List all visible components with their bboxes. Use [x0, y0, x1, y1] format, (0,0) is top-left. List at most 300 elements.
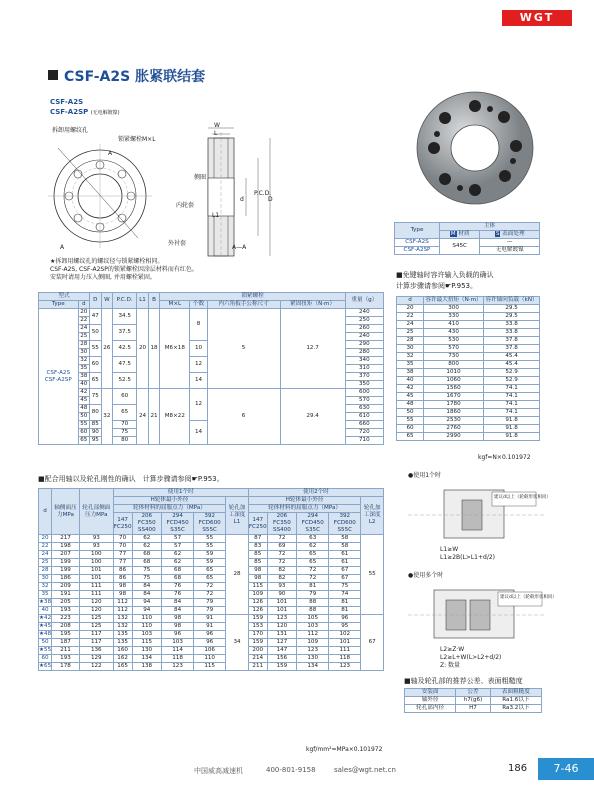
pressure-h1: 55	[194, 543, 226, 551]
load-axial: 74.1	[484, 393, 540, 401]
pressure-h2: 130	[297, 655, 329, 663]
pressure-h2: 105	[297, 615, 329, 623]
tol-r2-tolerance: H7	[456, 705, 491, 713]
pressure-h2: 95	[329, 623, 361, 631]
main-th-d: d	[78, 301, 90, 309]
pressure-h2: 65	[297, 551, 329, 559]
product-photo	[412, 84, 538, 208]
load-axial: 91.8	[484, 417, 540, 425]
main-d: 60	[78, 429, 90, 437]
load-th-torque: 容许最大扭矩（N·m）	[425, 297, 482, 303]
main-weight: 340	[345, 357, 383, 365]
pressure-h2: 58	[329, 535, 361, 543]
pressure-h2: 131	[267, 631, 297, 639]
pressure-d: ★55	[39, 647, 52, 653]
load-axial: 52.9	[484, 369, 540, 377]
main-weight: 660	[345, 421, 383, 429]
pressure-shaft: 195	[52, 631, 80, 639]
pressure-h1: 91	[194, 623, 226, 631]
pressure-depth-l1: 34	[226, 615, 249, 671]
load-axial: 74.1	[484, 401, 540, 409]
load-torque: 730	[424, 353, 484, 361]
pressure-hub: 129	[79, 655, 113, 663]
load-torque: 1860	[424, 409, 484, 417]
pressure-h1: 106	[194, 647, 226, 655]
load-d: 20	[397, 305, 424, 313]
pressure-shaft: 198	[52, 543, 80, 551]
main-D: 80	[90, 405, 102, 421]
title-square-icon	[48, 70, 58, 80]
load-section-subtitle	[396, 281, 477, 291]
model-csf-a2sp	[50, 108, 120, 116]
label-side: 侧圈	[194, 174, 207, 181]
pressure-h1: 76	[162, 583, 194, 591]
load-row	[397, 313, 540, 321]
pressure-h1: 114	[162, 647, 194, 655]
usage-one-note-2: L1≥2B(L>L1+d/2)	[440, 554, 496, 561]
pressure-th-206-2	[267, 513, 297, 535]
pressure-row	[39, 543, 384, 551]
material-badge-m: M	[450, 231, 456, 237]
usage-one-suggest: 建议d以上（轮毂形状相同）	[494, 495, 551, 500]
main-D: 65	[90, 373, 102, 389]
main-torque: 29.4	[280, 389, 345, 445]
pressure-hub: 122	[79, 663, 113, 671]
pressure-depth-2-l2: L2	[368, 519, 376, 525]
pressure-h1: 98	[113, 583, 132, 591]
pressure-h1: 130	[132, 647, 162, 655]
pressure-section-title	[38, 474, 224, 484]
pressure-h1: 94	[132, 607, 162, 615]
pressure-h1: 55	[194, 535, 226, 543]
pressure-row	[39, 535, 384, 543]
load-row	[397, 425, 540, 433]
main-count: 10	[190, 341, 207, 357]
label-outer: 外衬套	[168, 240, 187, 247]
main-weight: 290	[345, 341, 383, 349]
pressure-th-shaft: 轴侧面压力MPa	[52, 489, 80, 535]
pressure-h1: 57	[162, 535, 194, 543]
pressure-h1: 77	[113, 551, 132, 559]
pressure-th-depth-1	[226, 497, 249, 535]
pressure-h1: 76	[162, 591, 194, 599]
pressure-d: 60	[39, 655, 52, 663]
main-weight: 350	[345, 381, 383, 389]
usage-many-note-3: Z: 数量	[440, 662, 461, 669]
pressure-row	[39, 591, 384, 599]
main-D: 50	[90, 325, 102, 341]
pressure-h2: 156	[267, 655, 297, 663]
label-l1: L1	[212, 212, 220, 219]
front-view	[48, 144, 152, 248]
main-weight: 310	[345, 365, 383, 373]
pressure-d: 32	[39, 583, 52, 591]
material-th-s	[480, 231, 540, 239]
pressure-table	[38, 488, 384, 671]
pressure-hub: 93	[79, 543, 113, 551]
load-body	[397, 305, 540, 441]
load-axial: 45.4	[484, 353, 540, 361]
pressure-th-yield-2: 轮体材料的屈服点力（MPa）	[248, 505, 361, 513]
pressure-h1: 84	[132, 591, 162, 599]
pressure-th-hmin-2: H轮体最小外径	[248, 497, 361, 505]
main-th-l1: L1	[137, 293, 149, 309]
pressure-th-d: d	[39, 489, 52, 535]
usage-many-note-2: L2≥L+W(L>L2+d/2)	[440, 654, 502, 661]
pressure-d: 50	[39, 639, 52, 647]
pressure-th-147-1	[113, 513, 132, 535]
load-torque: 2530	[424, 417, 484, 425]
pressure-h1: 96	[194, 631, 226, 639]
load-axial: 37.8	[484, 337, 540, 345]
main-weight: 720	[345, 429, 383, 437]
pressure-d: 22	[39, 543, 52, 551]
pressure-hub: 117	[79, 639, 113, 647]
model-csf-a2sp-note: (无电解镀镍)	[90, 110, 120, 116]
pressure-h2: 62	[297, 543, 329, 551]
material-surface-1: —	[480, 239, 540, 247]
pressure-h2: 153	[248, 623, 267, 631]
pressure-h2: 61	[329, 551, 361, 559]
load-axial: 45.4	[484, 361, 540, 369]
main-pcd: 52.5	[113, 373, 137, 389]
pressure-h2: 72	[267, 535, 297, 543]
label-d: d	[240, 196, 244, 203]
pressure-h2: 103	[297, 623, 329, 631]
main-count: 8	[190, 309, 207, 341]
label-pcd: P.C.D.	[254, 190, 272, 197]
y294-2: 294	[307, 513, 319, 519]
pressure-depth-1-text: 轮孔加工深度	[228, 505, 246, 518]
label-inner: 内轮套	[176, 202, 195, 209]
main-D: 95	[90, 437, 102, 445]
main-d: 35	[78, 365, 90, 373]
main-W: 32	[101, 389, 113, 445]
pressure-h2: 85	[248, 559, 267, 567]
fc350-2: FC350 SS400	[273, 520, 291, 533]
pressure-h2: 101	[267, 607, 297, 615]
load-torque: 1060	[424, 377, 484, 385]
pressure-h1: 75	[132, 567, 162, 575]
load-d: 48	[397, 401, 424, 409]
pressure-hub: 93	[79, 535, 113, 543]
diagram-note-1: ★拆卸用螺纹孔的螺纹径与锁紧螺栓相同。	[50, 258, 164, 265]
load-d: 38	[397, 369, 424, 377]
pressure-h2: 109	[297, 639, 329, 647]
pressure-h1: 160	[113, 647, 132, 655]
pressure-h1: 70	[113, 543, 132, 551]
pressure-hub: 101	[79, 567, 113, 575]
pressure-h2: 93	[267, 583, 297, 591]
main-th-bolt: 锁紧螺栓	[160, 293, 345, 301]
main-d: 38	[78, 373, 90, 381]
main-D: 90	[90, 429, 102, 437]
load-ref: ☛P.953。	[445, 282, 477, 290]
y147-2: 147	[252, 516, 264, 523]
pressure-h2: 69	[267, 543, 297, 551]
load-axial: 91.8	[484, 425, 540, 433]
pressure-depth-2-text: 轮孔加工深度	[363, 505, 381, 518]
tol-th-surface: 安装面	[405, 689, 456, 697]
main-ml: M8×22	[160, 389, 190, 445]
pressure-h1: 135	[113, 631, 132, 639]
pressure-h1: 57	[162, 543, 194, 551]
main-d: 40	[78, 381, 90, 389]
pressure-shaft: 187	[52, 639, 80, 647]
label-screw: 锁紧螺栓M×L	[118, 136, 156, 143]
load-row	[397, 353, 540, 361]
main-th-D: D	[90, 293, 102, 309]
pressure-hub: 111	[79, 583, 113, 591]
y147-1: 147	[117, 516, 128, 523]
main-th-b: B	[148, 293, 160, 309]
pressure-row	[39, 631, 384, 639]
tolerance-title: ■轴及轮孔部的推荐公差、表面粗糙度	[404, 677, 523, 685]
main-d: 20	[78, 309, 90, 317]
load-row	[397, 393, 540, 401]
tol-r1-surface: 轴外径	[405, 697, 456, 705]
page-title	[48, 66, 205, 86]
pressure-hub: 120	[79, 607, 113, 615]
main-th-W: W	[101, 293, 113, 309]
load-row	[397, 417, 540, 425]
main-count: 12	[190, 389, 207, 421]
load-torque: 1670	[424, 393, 484, 401]
load-torque: 800	[424, 361, 484, 369]
load-th-axial: 容许轴向负载（kN）	[485, 297, 538, 303]
pressure-h1: 115	[132, 639, 162, 647]
main-count: 14	[190, 421, 207, 445]
label-a-bottom: A	[60, 244, 65, 251]
pressure-shaft: 199	[52, 559, 80, 567]
main-count: 12	[190, 357, 207, 373]
pressure-h2: 101	[267, 599, 297, 607]
usage-one-diagram	[404, 482, 550, 542]
pressure-h1: 79	[194, 599, 226, 607]
load-d: 50	[397, 409, 424, 417]
main-pcd: 65	[113, 405, 137, 421]
load-row	[397, 385, 540, 393]
pressure-th-206-1	[132, 513, 162, 535]
material-type-2: CSF-A2SP	[395, 247, 440, 255]
pressure-h2: 87	[248, 535, 267, 543]
load-axial: 29.5	[484, 305, 540, 313]
pressure-h2: 170	[248, 631, 267, 639]
label-aa: A—A	[232, 244, 247, 251]
pressure-h2: 58	[329, 543, 361, 551]
usage-one-note-1: L1≥W	[440, 546, 459, 553]
main-weight: 610	[345, 413, 383, 421]
pressure-h2: 74	[329, 591, 361, 599]
load-axial: 91.8	[484, 433, 540, 441]
footer-company: 中国威高减速机	[194, 767, 243, 775]
load-axial: 37.8	[484, 345, 540, 353]
tol-r1-roughness: Ra1.6以下	[490, 697, 541, 705]
material-th-main: 主体	[440, 223, 540, 231]
load-torque: 330	[424, 313, 484, 321]
pressure-d: ★38	[39, 599, 52, 605]
main-d: 22	[78, 317, 90, 325]
pressure-subtitle-text: 计算步骤请参阅	[142, 475, 192, 483]
pressure-h2: 81	[297, 583, 329, 591]
y206-1: 206	[141, 513, 153, 519]
main-pcd: 70	[113, 421, 137, 429]
pressure-depth-1-l1: L1	[233, 519, 241, 525]
main-d: 50	[78, 413, 90, 421]
pressure-h1: 98	[162, 623, 194, 631]
pressure-h2: 214	[248, 655, 267, 663]
main-th-pcd: P.C.D.	[113, 293, 137, 309]
pressure-h2: 101	[329, 639, 361, 647]
pressure-row	[39, 599, 384, 607]
tol-r2-surface: 轮孔部内径	[405, 705, 456, 713]
load-table	[396, 296, 540, 441]
pressure-h1: 118	[162, 655, 194, 663]
pressure-h2: 109	[248, 591, 267, 599]
pressure-h2: 127	[267, 639, 297, 647]
pressure-h1: 103	[132, 631, 162, 639]
pressure-d: 20	[39, 535, 52, 543]
load-d: 55	[397, 417, 424, 425]
pressure-h2: 118	[329, 655, 361, 663]
pressure-shaft: 208	[52, 623, 80, 631]
label-a-top: A	[108, 150, 113, 157]
load-axial: 52.9	[484, 377, 540, 385]
pressure-h1: 68	[162, 575, 194, 583]
pressure-h2: 123	[267, 615, 297, 623]
main-weight: 600	[345, 389, 383, 397]
pressure-h2: 85	[248, 551, 267, 559]
fcd600-2: FCD600 S55C	[333, 520, 356, 533]
pressure-h1: 162	[113, 655, 132, 663]
pressure-h2: 72	[297, 567, 329, 575]
pressure-h2: 90	[267, 591, 297, 599]
main-d: 30	[78, 349, 90, 357]
load-d: 60	[397, 425, 424, 433]
main-type-label-1: CSF-A2S	[46, 369, 71, 376]
pressure-d: ★65	[39, 663, 52, 669]
pressure-th-392-1	[194, 513, 226, 535]
load-section-title: ■免键轴时容许输入负载的确认	[396, 271, 494, 279]
pressure-row	[39, 623, 384, 631]
material-type-1: CSF-A2S	[395, 239, 440, 247]
main-th-hex: 内六角扳手公称尺寸	[207, 301, 280, 309]
pressure-d: ★45	[39, 623, 52, 629]
pressure-shaft: 223	[52, 615, 80, 623]
pressure-h2: 126	[248, 599, 267, 607]
load-footnote: kgf=N×0.101972	[478, 454, 531, 461]
pressure-row	[39, 551, 384, 559]
footer-section: 7-46	[538, 758, 594, 780]
pressure-shaft: 205	[52, 599, 80, 607]
pressure-d: 35	[39, 591, 52, 599]
coupling-diagram	[38, 118, 308, 258]
load-axial: 74.1	[484, 385, 540, 393]
main-d: 24	[78, 325, 90, 333]
pressure-row	[39, 583, 384, 591]
pressure-h2: 126	[248, 607, 267, 615]
pressure-shaft: 186	[52, 575, 80, 583]
material-table	[394, 222, 540, 255]
load-torque: 1010	[424, 369, 484, 377]
pressure-h2: 67	[329, 567, 361, 575]
main-pcd: 37.5	[113, 325, 137, 341]
pressure-h1: 84	[132, 583, 162, 591]
page-title-text: CSF-A2S 胀紧联结套	[64, 69, 206, 85]
pressure-h2: 72	[297, 575, 329, 583]
load-row	[397, 369, 540, 377]
load-row	[397, 329, 540, 337]
pressure-h2: 96	[329, 615, 361, 623]
pressure-h1: 91	[194, 615, 226, 623]
pressure-shaft: 193	[52, 607, 80, 615]
pressure-h1: 112	[113, 607, 132, 615]
pressure-hub: 117	[79, 631, 113, 639]
material-th-s-label: 表面处理	[502, 231, 525, 237]
y206-2: 206	[276, 513, 288, 519]
pressure-h1: 70	[113, 535, 132, 543]
load-axial: 74.1	[484, 409, 540, 417]
main-b: 18	[148, 309, 160, 389]
main-weight: 570	[345, 397, 383, 405]
material-th-type: Type	[395, 223, 440, 239]
pressure-h2: 123	[297, 647, 329, 655]
brand-logo: WGT	[502, 10, 572, 26]
fc350-1: FC350 SS400	[137, 520, 156, 533]
pressure-h1: 62	[162, 551, 194, 559]
pressure-d: ★48	[39, 631, 52, 637]
pressure-h2: 111	[329, 647, 361, 655]
main-weight: 280	[345, 349, 383, 357]
pressure-h2: 98	[248, 575, 267, 583]
pressure-th-392-2	[329, 513, 361, 535]
load-row	[397, 305, 540, 313]
main-d: 32	[78, 357, 90, 365]
load-subtitle-text: 计算步骤请参阅	[396, 282, 445, 290]
load-axial: 33.8	[484, 321, 540, 329]
pressure-d: 40	[39, 607, 52, 615]
main-d: 55	[78, 421, 90, 429]
tol-r2-roughness: Ra3.2以下	[490, 705, 541, 713]
load-torque: 430	[424, 329, 484, 337]
pressure-h2: 83	[248, 543, 267, 551]
pressure-h2: 102	[329, 631, 361, 639]
pressure-th-294-2	[297, 513, 329, 535]
pressure-row	[39, 615, 384, 623]
pressure-h1: 132	[113, 623, 132, 631]
model-csf-a2s: CSF-A2S	[50, 98, 84, 106]
main-l1: 20	[137, 309, 149, 389]
pressure-h2: 81	[329, 599, 361, 607]
pressure-h2: 81	[329, 607, 361, 615]
main-spec-table	[38, 292, 384, 445]
main-b: 21	[148, 389, 160, 445]
load-d: 30	[397, 345, 424, 353]
pressure-th-294-1	[162, 513, 194, 535]
main-weight: 240	[345, 333, 383, 341]
pressure-d: 28	[39, 567, 52, 575]
pressure-h1: 132	[113, 615, 132, 623]
usage-many-note-1: L2≥Z·W	[440, 646, 465, 653]
load-d: 42	[397, 385, 424, 393]
pressure-shaft: 217	[52, 535, 80, 543]
pressure-ref: ☛P.953。	[191, 475, 224, 483]
pressure-row	[39, 647, 384, 655]
pressure-depth-l1: 28	[226, 535, 249, 615]
pressure-h1: 112	[113, 599, 132, 607]
pressure-title-text: ■配合用轴以及轮孔刚性的确认	[38, 475, 136, 483]
pressure-h1: 84	[162, 607, 194, 615]
